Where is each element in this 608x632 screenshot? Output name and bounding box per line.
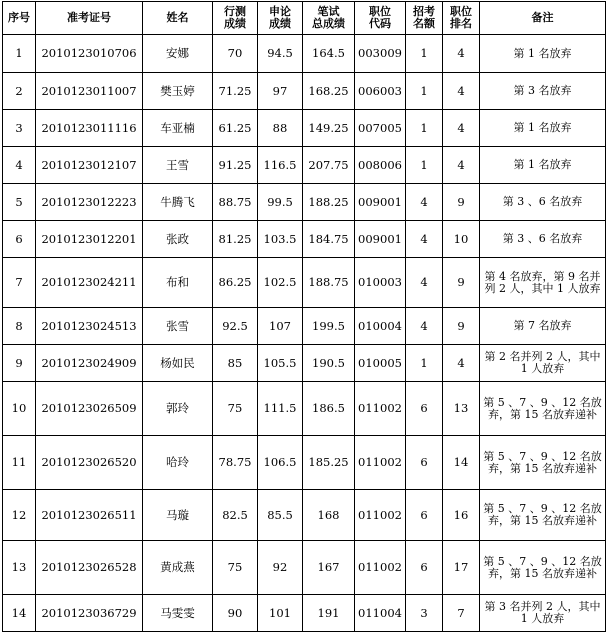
table-row <box>3 595 606 632</box>
header-exam-id: 准考证号 <box>36 2 143 35</box>
cell-rank: 4 <box>443 147 480 184</box>
cell-serial: 11 <box>3 436 36 490</box>
cell-position-code: 008006 <box>355 147 406 184</box>
cell-exam-id: 2010123024909 <box>36 345 143 382</box>
cell-shenlun-score: 92 <box>258 541 303 595</box>
cell-name: 黄成燕 <box>143 541 213 595</box>
cell-serial: 8 <box>3 308 36 345</box>
results-table <box>2 1 606 632</box>
cell-shenlun-score: 105.5 <box>258 345 303 382</box>
cell-name: 张雪 <box>143 308 213 345</box>
cell-position-code: 011002 <box>355 490 406 541</box>
cell-exam-id: 2010123012223 <box>36 184 143 221</box>
cell-remark: 第 2 名并列 2 人，其中 1 人放弃 <box>480 345 606 382</box>
cell-name: 马璇 <box>143 490 213 541</box>
cell-remark: 第 7 名放弃 <box>480 308 606 345</box>
header-row <box>3 2 606 35</box>
header-xingce-score: 行测 成绩 <box>213 2 258 35</box>
cell-remark: 第 3 、6 名放弃 <box>480 184 606 221</box>
cell-rank: 4 <box>443 35 480 73</box>
cell-quota: 4 <box>406 308 443 345</box>
cell-shenlun-score: 101 <box>258 595 303 632</box>
table-row <box>3 221 606 258</box>
header-quota: 招考 名额 <box>406 2 443 35</box>
cell-total-score: 168 <box>303 490 355 541</box>
cell-name: 牛腾飞 <box>143 184 213 221</box>
cell-name: 安娜 <box>143 35 213 73</box>
cell-rank: 14 <box>443 436 480 490</box>
table-row <box>3 258 606 308</box>
cell-exam-id: 2010123024211 <box>36 258 143 308</box>
cell-xingce-score: 92.5 <box>213 308 258 345</box>
cell-shenlun-score: 103.5 <box>258 221 303 258</box>
header-serial: 序号 <box>3 2 36 35</box>
cell-quota: 1 <box>406 35 443 73</box>
cell-xingce-score: 91.25 <box>213 147 258 184</box>
cell-quota: 3 <box>406 595 443 632</box>
cell-total-score: 191 <box>303 595 355 632</box>
cell-quota: 4 <box>406 184 443 221</box>
cell-shenlun-score: 111.5 <box>258 382 303 436</box>
cell-quota: 1 <box>406 147 443 184</box>
cell-xingce-score: 88.75 <box>213 184 258 221</box>
cell-xingce-score: 85 <box>213 345 258 382</box>
cell-rank: 9 <box>443 184 480 221</box>
cell-serial: 7 <box>3 258 36 308</box>
table-row <box>3 73 606 110</box>
table-row <box>3 184 606 221</box>
cell-total-score: 199.5 <box>303 308 355 345</box>
cell-shenlun-score: 94.5 <box>258 35 303 73</box>
cell-position-code: 007005 <box>355 110 406 147</box>
cell-name: 张政 <box>143 221 213 258</box>
cell-remark: 第 3 、6 名放弃 <box>480 221 606 258</box>
cell-position-code: 011002 <box>355 541 406 595</box>
cell-total-score: 186.5 <box>303 382 355 436</box>
cell-rank: 4 <box>443 345 480 382</box>
cell-remark: 第 1 名放弃 <box>480 110 606 147</box>
cell-rank: 4 <box>443 110 480 147</box>
cell-total-score: 164.5 <box>303 35 355 73</box>
cell-name: 樊玉婷 <box>143 73 213 110</box>
cell-serial: 13 <box>3 541 36 595</box>
cell-position-code: 010004 <box>355 308 406 345</box>
cell-quota: 6 <box>406 382 443 436</box>
cell-remark: 第 3 名放弃 <box>480 73 606 110</box>
cell-quota: 1 <box>406 73 443 110</box>
cell-total-score: 184.75 <box>303 221 355 258</box>
header-shenlun-score: 申论 成绩 <box>258 2 303 35</box>
cell-quota: 6 <box>406 436 443 490</box>
cell-name: 马雯雯 <box>143 595 213 632</box>
cell-remark: 第 1 名放弃 <box>480 35 606 73</box>
header-total-score: 笔试 总成绩 <box>303 2 355 35</box>
cell-shenlun-score: 116.5 <box>258 147 303 184</box>
cell-serial: 1 <box>3 35 36 73</box>
cell-rank: 16 <box>443 490 480 541</box>
cell-rank: 10 <box>443 221 480 258</box>
cell-xingce-score: 71.25 <box>213 73 258 110</box>
cell-exam-id: 2010123024513 <box>36 308 143 345</box>
cell-rank: 7 <box>443 595 480 632</box>
cell-exam-id: 2010123026520 <box>36 436 143 490</box>
cell-remark: 第 3 名并列 2 人，其中 1 人放弃 <box>480 595 606 632</box>
cell-total-score: 167 <box>303 541 355 595</box>
table-row <box>3 436 606 490</box>
cell-serial: 3 <box>3 110 36 147</box>
table-row <box>3 345 606 382</box>
cell-total-score: 168.25 <box>303 73 355 110</box>
cell-shenlun-score: 102.5 <box>258 258 303 308</box>
table-row <box>3 308 606 345</box>
cell-remark: 第 5 、7 、9 、12 名放弃，第 15 名放弃递补 <box>480 436 606 490</box>
cell-name: 郭玲 <box>143 382 213 436</box>
cell-total-score: 188.25 <box>303 184 355 221</box>
cell-xingce-score: 78.75 <box>213 436 258 490</box>
cell-shenlun-score: 88 <box>258 110 303 147</box>
cell-rank: 13 <box>443 382 480 436</box>
cell-position-code: 003009 <box>355 35 406 73</box>
cell-quota: 6 <box>406 490 443 541</box>
cell-xingce-score: 70 <box>213 35 258 73</box>
cell-name: 杨如民 <box>143 345 213 382</box>
header-position-code: 职位 代码 <box>355 2 406 35</box>
cell-remark: 第 4 名放弃，第 9 名并列 2 人，其中 1 人放弃 <box>480 258 606 308</box>
cell-exam-id: 2010123026528 <box>36 541 143 595</box>
table-row <box>3 382 606 436</box>
cell-shenlun-score: 106.5 <box>258 436 303 490</box>
cell-serial: 9 <box>3 345 36 382</box>
cell-serial: 4 <box>3 147 36 184</box>
cell-quota: 4 <box>406 221 443 258</box>
cell-position-code: 009001 <box>355 221 406 258</box>
cell-serial: 14 <box>3 595 36 632</box>
cell-total-score: 190.5 <box>303 345 355 382</box>
cell-total-score: 185.25 <box>303 436 355 490</box>
cell-exam-id: 2010123026509 <box>36 382 143 436</box>
cell-name: 布和 <box>143 258 213 308</box>
cell-rank: 17 <box>443 541 480 595</box>
cell-position-code: 011002 <box>355 436 406 490</box>
cell-exam-id: 2010123011116 <box>36 110 143 147</box>
cell-xingce-score: 82.5 <box>213 490 258 541</box>
cell-serial: 5 <box>3 184 36 221</box>
cell-exam-id: 2010123026511 <box>36 490 143 541</box>
cell-exam-id: 2010123010706 <box>36 35 143 73</box>
cell-exam-id: 2010123012107 <box>36 147 143 184</box>
cell-serial: 12 <box>3 490 36 541</box>
cell-quota: 6 <box>406 541 443 595</box>
cell-exam-id: 2010123036729 <box>36 595 143 632</box>
header-name: 姓名 <box>143 2 213 35</box>
cell-exam-id: 2010123011007 <box>36 73 143 110</box>
cell-quota: 1 <box>406 345 443 382</box>
cell-total-score: 207.75 <box>303 147 355 184</box>
cell-exam-id: 2010123012201 <box>36 221 143 258</box>
cell-position-code: 010005 <box>355 345 406 382</box>
cell-xingce-score: 75 <box>213 382 258 436</box>
cell-name: 哈玲 <box>143 436 213 490</box>
cell-remark: 第 5 、7 、9 、12 名放弃，第 15 名放弃递补 <box>480 382 606 436</box>
cell-remark: 第 5 、7 、9 、12 名放弃，第 15 名放弃递补 <box>480 490 606 541</box>
cell-xingce-score: 90 <box>213 595 258 632</box>
cell-total-score: 149.25 <box>303 110 355 147</box>
cell-shenlun-score: 99.5 <box>258 184 303 221</box>
cell-position-code: 010003 <box>355 258 406 308</box>
cell-position-code: 011004 <box>355 595 406 632</box>
cell-xingce-score: 75 <box>213 541 258 595</box>
cell-serial: 6 <box>3 221 36 258</box>
table-row <box>3 147 606 184</box>
cell-rank: 4 <box>443 73 480 110</box>
cell-shenlun-score: 97 <box>258 73 303 110</box>
cell-position-code: 009001 <box>355 184 406 221</box>
cell-quota: 4 <box>406 258 443 308</box>
table-row <box>3 35 606 73</box>
cell-rank: 9 <box>443 258 480 308</box>
header-rank: 职位 排名 <box>443 2 480 35</box>
table-row <box>3 490 606 541</box>
cell-position-code: 006003 <box>355 73 406 110</box>
cell-xingce-score: 86.25 <box>213 258 258 308</box>
cell-shenlun-score: 85.5 <box>258 490 303 541</box>
cell-total-score: 188.75 <box>303 258 355 308</box>
header-remark: 备注 <box>480 2 606 35</box>
table-row <box>3 110 606 147</box>
cell-name: 王雪 <box>143 147 213 184</box>
cell-serial: 10 <box>3 382 36 436</box>
cell-remark: 第 1 名放弃 <box>480 147 606 184</box>
cell-remark: 第 5 、7 、9 、12 名放弃，第 15 名放弃递补 <box>480 541 606 595</box>
cell-quota: 1 <box>406 110 443 147</box>
cell-xingce-score: 81.25 <box>213 221 258 258</box>
cell-name: 车亚楠 <box>143 110 213 147</box>
cell-rank: 9 <box>443 308 480 345</box>
table-row <box>3 541 606 595</box>
cell-serial: 2 <box>3 73 36 110</box>
cell-shenlun-score: 107 <box>258 308 303 345</box>
cell-position-code: 011002 <box>355 382 406 436</box>
cell-xingce-score: 61.25 <box>213 110 258 147</box>
